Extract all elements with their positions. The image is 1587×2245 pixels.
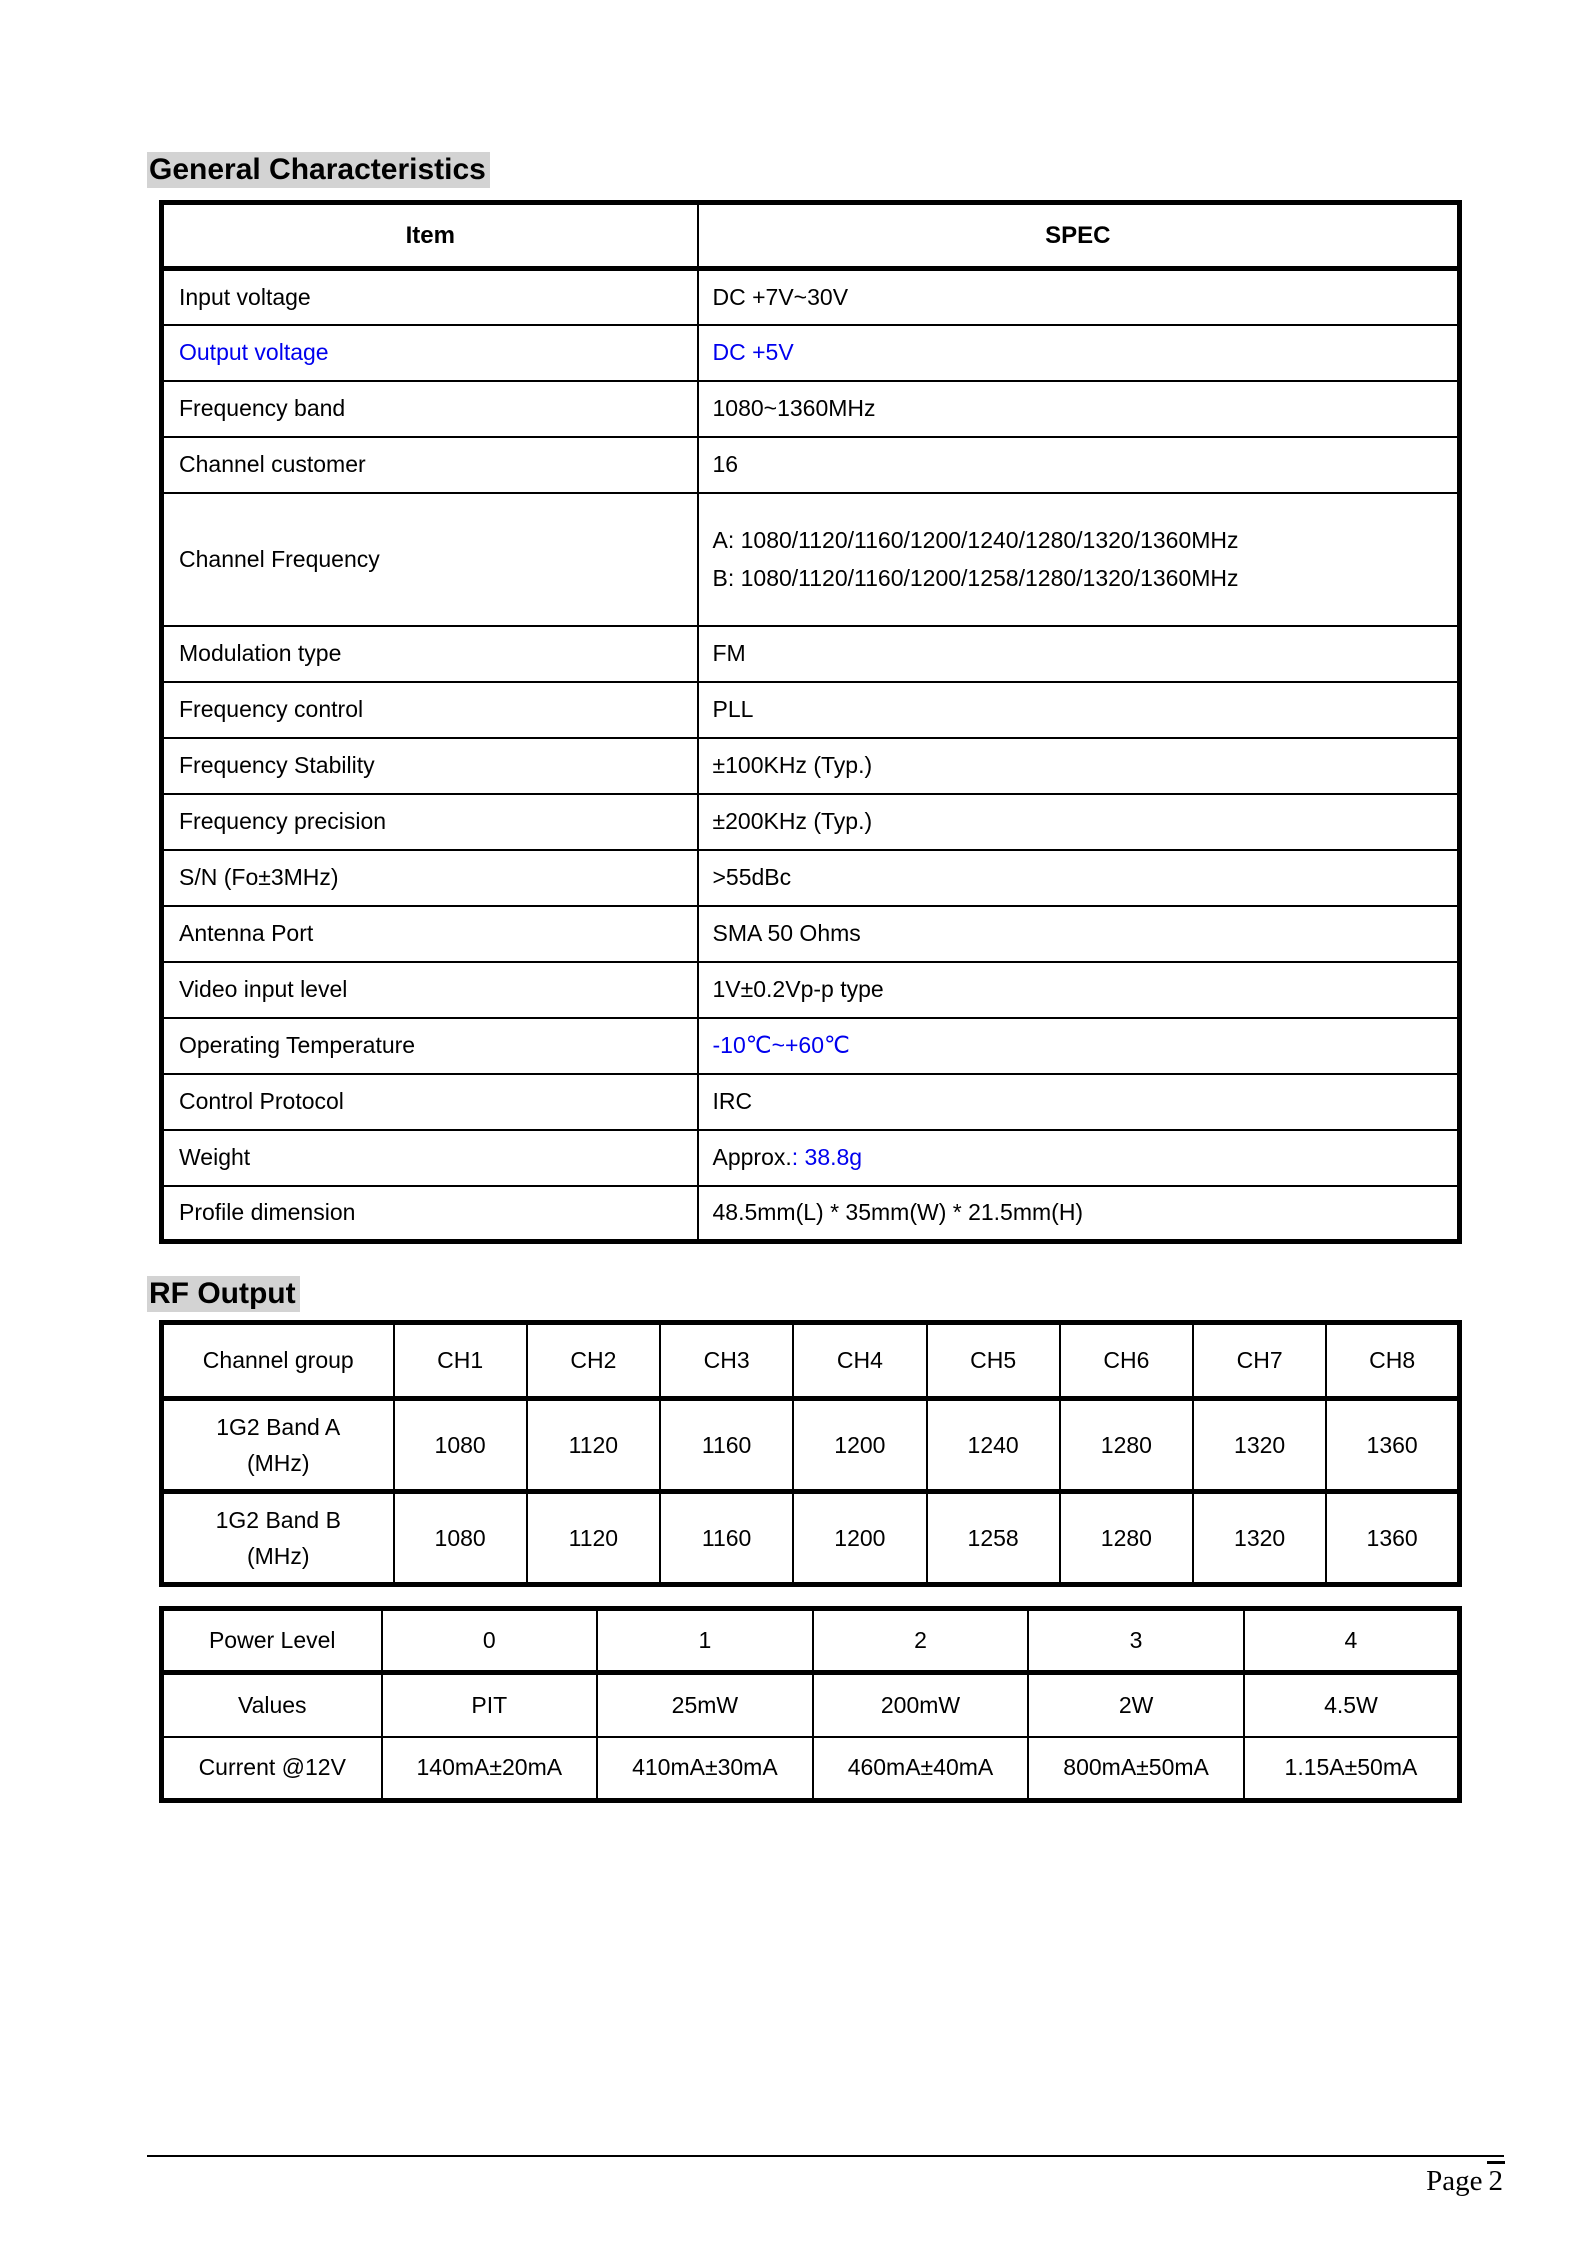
item-cell: Control Protocol xyxy=(162,1074,698,1130)
section-heading-rf-output xyxy=(147,1275,300,1313)
spec-cell xyxy=(698,626,1460,682)
spec-line: 1080~1360MHz xyxy=(712,395,876,421)
power-row-label: Current @12V xyxy=(162,1737,382,1801)
table-row xyxy=(162,906,1460,962)
heading-text: General Characteristics xyxy=(147,152,490,188)
spec-cell xyxy=(698,1186,1460,1242)
power-value-cell: 1 xyxy=(597,1609,813,1673)
frequency-cell: 1200 xyxy=(793,1399,926,1492)
spec-cell xyxy=(698,325,1460,381)
table-row xyxy=(162,850,1460,906)
table-row xyxy=(162,794,1460,850)
spec-line: SMA 50 Ohms xyxy=(712,920,861,946)
power-value-cell: 200mW xyxy=(813,1673,1029,1737)
table-row xyxy=(162,325,1460,381)
table-row xyxy=(162,381,1460,437)
frequency-cell: 1258 xyxy=(927,1492,1060,1585)
channel-header: CH3 xyxy=(660,1323,793,1399)
spec-line: 48.5mm(L) * 35mm(W) * 21.5mm(H) xyxy=(712,1199,1084,1226)
spec-cell xyxy=(698,738,1460,794)
table-row xyxy=(162,437,1460,493)
band-label-line: 1G2 Band B xyxy=(215,1507,341,1533)
spec-line: Approx.: 38.8g xyxy=(712,1144,863,1170)
item-cell: Weight xyxy=(162,1130,698,1186)
frequency-cell: 1360 xyxy=(1326,1492,1459,1585)
table-row xyxy=(162,626,1460,682)
heading-text: RF Output xyxy=(147,1276,300,1312)
page-footer xyxy=(1426,2161,1505,2198)
item-cell: S/N (Fo±3MHz) xyxy=(162,850,698,906)
spec-cell xyxy=(698,1074,1460,1130)
page-number: 2 xyxy=(1487,2161,1506,2198)
spec-line: ±100KHz (Typ.) xyxy=(712,752,873,778)
band-label-cell xyxy=(162,1399,394,1492)
spec-line: 1V±0.2Vp-p type xyxy=(712,976,884,1002)
power-value-cell: 460mA±40mA xyxy=(813,1737,1029,1801)
table-row xyxy=(162,682,1460,738)
item-cell: Operating Temperature xyxy=(162,1018,698,1074)
power-value-cell: 4.5W xyxy=(1244,1673,1460,1737)
channel-header: CH2 xyxy=(527,1323,660,1399)
spec-line: >55dBc xyxy=(712,864,792,890)
table-row xyxy=(162,1074,1460,1130)
frequency-cell: 1280 xyxy=(1060,1492,1193,1585)
spec-column-header: SPEC xyxy=(698,203,1460,269)
frequency-cell: 1280 xyxy=(1060,1399,1193,1492)
table-row xyxy=(162,269,1460,325)
spec-line: DC +7V~30V xyxy=(712,283,849,310)
table-row xyxy=(162,1737,1460,1801)
item-cell: Channel customer xyxy=(162,437,698,493)
spec-cell xyxy=(698,906,1460,962)
spec-cell xyxy=(698,682,1460,738)
table-row xyxy=(162,1609,1460,1673)
power-value-cell: 4 xyxy=(1244,1609,1460,1673)
spec-line: PLL xyxy=(712,696,754,722)
table-row xyxy=(162,1492,1460,1585)
power-value-cell: 2W xyxy=(1028,1673,1244,1737)
spec-cell xyxy=(698,850,1460,906)
channel-header: CH5 xyxy=(927,1323,1060,1399)
item-cell: Profile dimension xyxy=(162,1186,698,1242)
item-cell: Frequency band xyxy=(162,381,698,437)
frequency-cell: 1160 xyxy=(660,1399,793,1492)
general-characteristics-table xyxy=(159,200,1462,1244)
frequency-cell: 1120 xyxy=(527,1399,660,1492)
power-value-cell: 140mA±20mA xyxy=(382,1737,598,1801)
channel-header: CH1 xyxy=(394,1323,527,1399)
table-row xyxy=(162,1399,1460,1492)
item-cell: Frequency precision xyxy=(162,794,698,850)
band-label-cell xyxy=(162,1492,394,1585)
frequency-cell: 1080 xyxy=(394,1492,527,1585)
page-footer-label: Page xyxy=(1426,2165,1483,2197)
table-row xyxy=(162,493,1460,626)
spec-line: -10℃~+60℃ xyxy=(712,1032,850,1058)
frequency-cell: 1360 xyxy=(1326,1399,1459,1492)
power-value-cell: 0 xyxy=(382,1609,598,1673)
item-cell: Video input level xyxy=(162,962,698,1018)
spec-cell xyxy=(698,269,1460,325)
spec-cell xyxy=(698,437,1460,493)
footer-divider xyxy=(147,2155,1504,2157)
table-row xyxy=(162,738,1460,794)
channel-header: CH7 xyxy=(1193,1323,1326,1399)
spec-cell xyxy=(698,962,1460,1018)
table-row xyxy=(162,1130,1460,1186)
power-level-table xyxy=(159,1606,1462,1803)
frequency-cell: 1200 xyxy=(793,1492,926,1585)
rf-output-channel-table xyxy=(159,1320,1462,1587)
spec-cell xyxy=(698,1130,1460,1186)
item-cell: Output voltage xyxy=(162,325,698,381)
frequency-cell: 1080 xyxy=(394,1399,527,1492)
spec-line: DC +5V xyxy=(712,339,794,365)
item-cell: Channel Frequency xyxy=(162,493,698,626)
power-value-cell: 3 xyxy=(1028,1609,1244,1673)
table-row xyxy=(162,1018,1460,1074)
power-row-label: Power Level xyxy=(162,1609,382,1673)
item-cell: Antenna Port xyxy=(162,906,698,962)
power-value-cell: PIT xyxy=(382,1673,598,1737)
table-header-row xyxy=(162,1323,1460,1399)
channel-header: CH6 xyxy=(1060,1323,1193,1399)
frequency-cell: 1320 xyxy=(1193,1399,1326,1492)
frequency-cell: 1160 xyxy=(660,1492,793,1585)
item-cell: Input voltage xyxy=(162,269,698,325)
item-cell: Frequency Stability xyxy=(162,738,698,794)
spec-line: FM xyxy=(712,640,746,666)
power-value-cell: 25mW xyxy=(597,1673,813,1737)
spec-line: B: 1080/1120/1160/1200/1258/1280/1320/1360MHz xyxy=(712,564,1239,591)
power-value-cell: 1.15A±50mA xyxy=(1244,1737,1460,1801)
power-value-cell: 800mA±50mA xyxy=(1028,1737,1244,1801)
item-cell: Frequency control xyxy=(162,682,698,738)
channel-header: CH4 xyxy=(793,1323,926,1399)
band-label-line: (MHz) xyxy=(246,1543,310,1569)
spec-cell xyxy=(698,493,1460,626)
table-row xyxy=(162,962,1460,1018)
power-row-label: Values xyxy=(162,1673,382,1737)
spec-line: 16 xyxy=(712,451,739,477)
frequency-cell: 1320 xyxy=(1193,1492,1326,1585)
item-cell: Modulation type xyxy=(162,626,698,682)
table-header-row xyxy=(162,203,1460,269)
table-row xyxy=(162,1186,1460,1242)
spec-cell xyxy=(698,381,1460,437)
power-value-cell: 410mA±30mA xyxy=(597,1737,813,1801)
spec-cell xyxy=(698,1018,1460,1074)
band-label-line: 1G2 Band A xyxy=(216,1414,341,1440)
frequency-cell: 1240 xyxy=(927,1399,1060,1492)
spec-line: IRC xyxy=(712,1088,753,1114)
spec-line: A: 1080/1120/1160/1200/1240/1280/1320/1360MHz xyxy=(712,526,1239,553)
power-value-cell: 2 xyxy=(813,1609,1029,1673)
channel-group-header: Channel group xyxy=(162,1323,394,1399)
spec-line: ±200KHz (Typ.) xyxy=(712,808,873,834)
band-label-line: (MHz) xyxy=(246,1450,310,1476)
section-heading-general-characteristics xyxy=(147,151,490,189)
item-column-header: Item xyxy=(162,203,698,269)
table-row xyxy=(162,1673,1460,1737)
frequency-cell: 1120 xyxy=(527,1492,660,1585)
channel-header: CH8 xyxy=(1326,1323,1459,1399)
spec-cell xyxy=(698,794,1460,850)
